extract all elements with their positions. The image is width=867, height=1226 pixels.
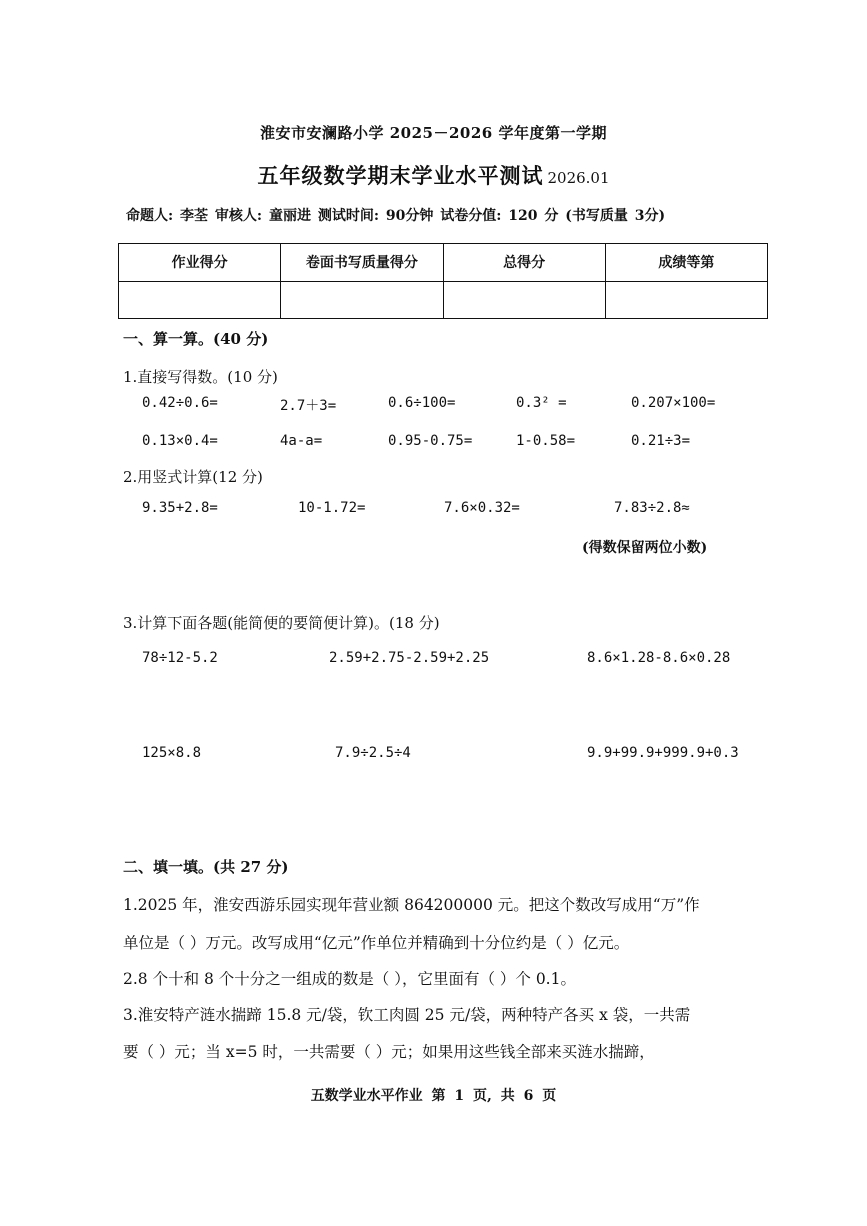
score-table [118,243,768,319]
page-footer: 五数学业水平作业 第 1 页, 共 6 页 [310,1088,557,1104]
q3-item: 2.59+2.75-2.59+2.25 [329,650,490,666]
q2-note: (得数保留两位小数) [582,540,708,556]
score-value-writing[interactable] [281,281,443,319]
score-table-value-row [119,281,768,319]
q1-item: 4a-a= [280,433,323,449]
q1-item: 2.7＋3= [280,398,337,414]
score-header-grade: 成绩等第 [605,244,767,282]
q1-item: 0.95-0.75= [388,433,473,449]
score-table-header-row [119,244,768,282]
q1-item: 0.207×100= [631,395,716,411]
exam-meta: 命题人: 李荃 审核人: 童丽进 测试时间: 90分钟 试卷分值: 120 分 (书写质量 3分) [126,208,666,224]
q2-item: 7.6×0.32= [444,500,520,516]
score-value-grade[interactable] [605,281,767,319]
q3-item: 7.9÷2.5÷4 [335,745,411,761]
score-header-homework: 作业得分 [119,244,281,282]
q1-item: 0.3² = [516,395,567,411]
score-value-homework[interactable] [119,281,281,319]
q3-item: 78÷12-5.2 [142,650,218,666]
q3-item: 9.9+99.9+999.9+0.3 [587,745,739,761]
q2-title: 2.用竖式计算(12 分) [123,468,263,486]
q1-item: 0.6÷100= [388,395,456,411]
q1-item: 0.13×0.4= [142,433,218,449]
fill-line: 3.淮安特产涟水揣蹄 15.8 元/袋，钦工肉圆 25 元/袋，两种特产各买 x 袋，一共需 [123,1006,691,1024]
q1-item: 0.21÷3= [631,433,691,449]
fill-line: 要（ ）元；当 x=5 时，一共需要（ ）元；如果用这些钱全部来买涟水揣蹄， [123,1043,655,1061]
school-header: 淮安市安澜路小学 2025－2026 学年度第一学期 [260,124,607,142]
fill-line: 1.2025 年，淮安西游乐园实现年营业额 864200000 元。把这个数改写成用“万”作 [123,896,700,914]
q1-item: 0.42÷0.6= [142,395,218,411]
q2-item: 7.83÷2.8≈ [614,500,690,516]
q2-item: 10-1.72= [298,500,366,516]
q1-title: 1.直接写得数。(10 分) [123,368,278,386]
q1-item: 1-0.58= [516,433,576,449]
q2-item: 9.35+2.8= [142,500,218,516]
score-header-total: 总得分 [443,244,605,282]
section1-title: 一、算一算。(40 分) [123,330,269,348]
fill-line: 单位是（ ）万元。改写成用“亿元”作单位并精确到十分位约是（ ）亿元。 [123,934,630,952]
exam-date: 2026.01 [547,169,610,187]
q3-title: 3.计算下面各题(能简便的要简便计算)。(18 分) [123,614,440,632]
fill-line: 2.8 个十和 8 个十分之一组成的数是（ ），它里面有（ ）个 0.1。 [123,970,576,988]
q3-item: 8.6×1.28-8.6×0.28 [587,650,731,666]
exam-title [0,160,867,190]
score-value-total[interactable] [443,281,605,319]
exam-title-main: 五年级数学期末学业水平测试 [257,163,544,188]
section2-title: 二、填一填。(共 27 分) [123,858,289,876]
score-header-writing: 卷面书写质量得分 [281,244,443,282]
q3-item: 125×8.8 [142,745,202,761]
